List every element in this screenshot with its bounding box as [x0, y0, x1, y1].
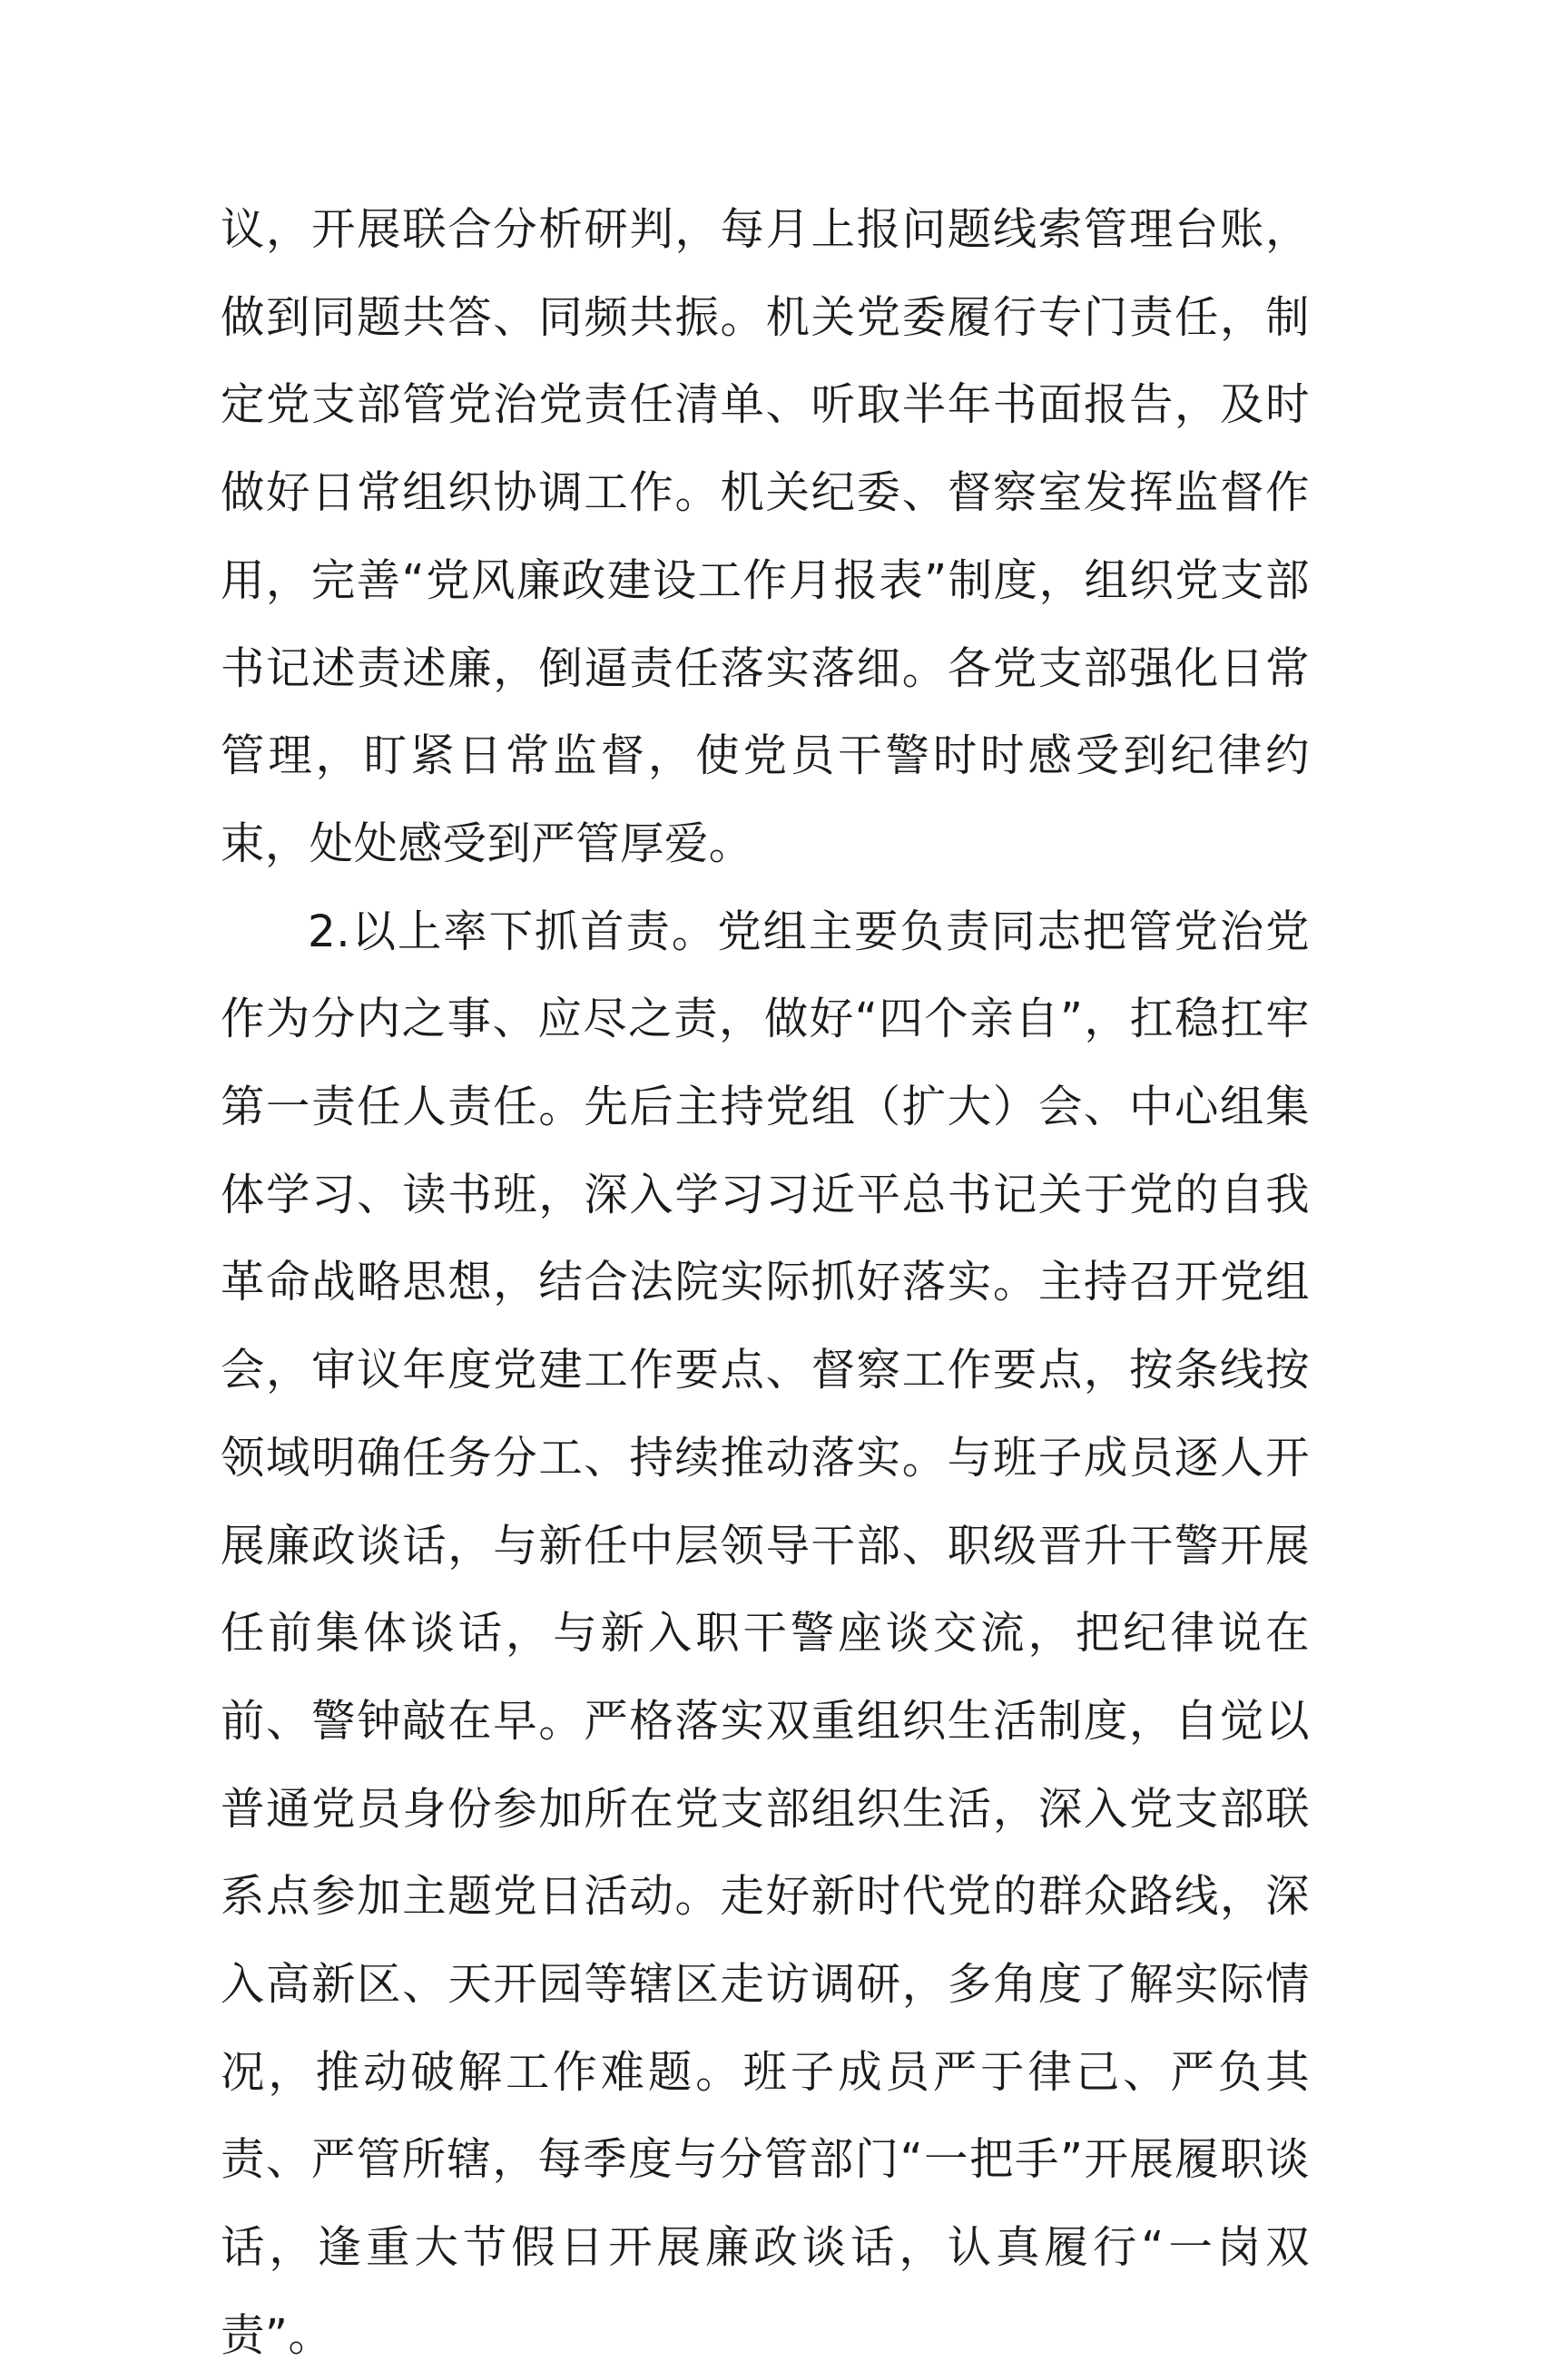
document-body: [221, 186, 1310, 2380]
paragraph-continuation: 议，开展联合分析研判，每月上报问题线索管理台账，做到同题共答、同频共振。机关党委履行专门责任，制定党支部管党治党责任清单、听取半年书面报告，及时做好日常组织协调工作。机关纪委、督察室发挥监督作用，完善“党风廉政建设工作月报表”制度，组织党支部书记述责述廉，倒逼责任落实落细。各党支部强化日常管理，盯紧日常监督，使党员干警时时感受到纪律约束，处处感受到严管厚爱。: [221, 204, 1310, 869]
paragraph-section-2: 2.以上率下抓首责。党组主要负责同志把管党治党作为分内之事、应尽之责，做好“四个亲自”，扛稳扛牢第一责任人责任。先后主持党组（扩大）会、中心组集体学习、读书班，深入学习习近平总书记关于党的自我革命战略思想，结合法院实际抓好落实。主持召开党组会，审议年度党建工作要点、督察工作要点，按条线按领域明确任务分工、持续推动落实。与班子成员逐人开展廉政谈话，与新任中层领导干部、职级晋升干警开展任前集体谈话，与新入职干警座谈交流，把纪律说在前、警钟敲在早。严格落实双重组织生活制度，自觉以普通党员身份参加所在党支部组织生活，深入党支部联系点参加主题党日活动。走好新时代党的群众路线，深入高新区、天开园等辖区走访调研，多角度了解实际情况，推动破解工作难题。班子成员严于律己、严负其责、严管所辖，每季度与分管部门“一把手”开展履职谈话，逢重大节假日开展廉政谈话，认真履行“一岗双责”。: [221, 906, 1310, 2361]
